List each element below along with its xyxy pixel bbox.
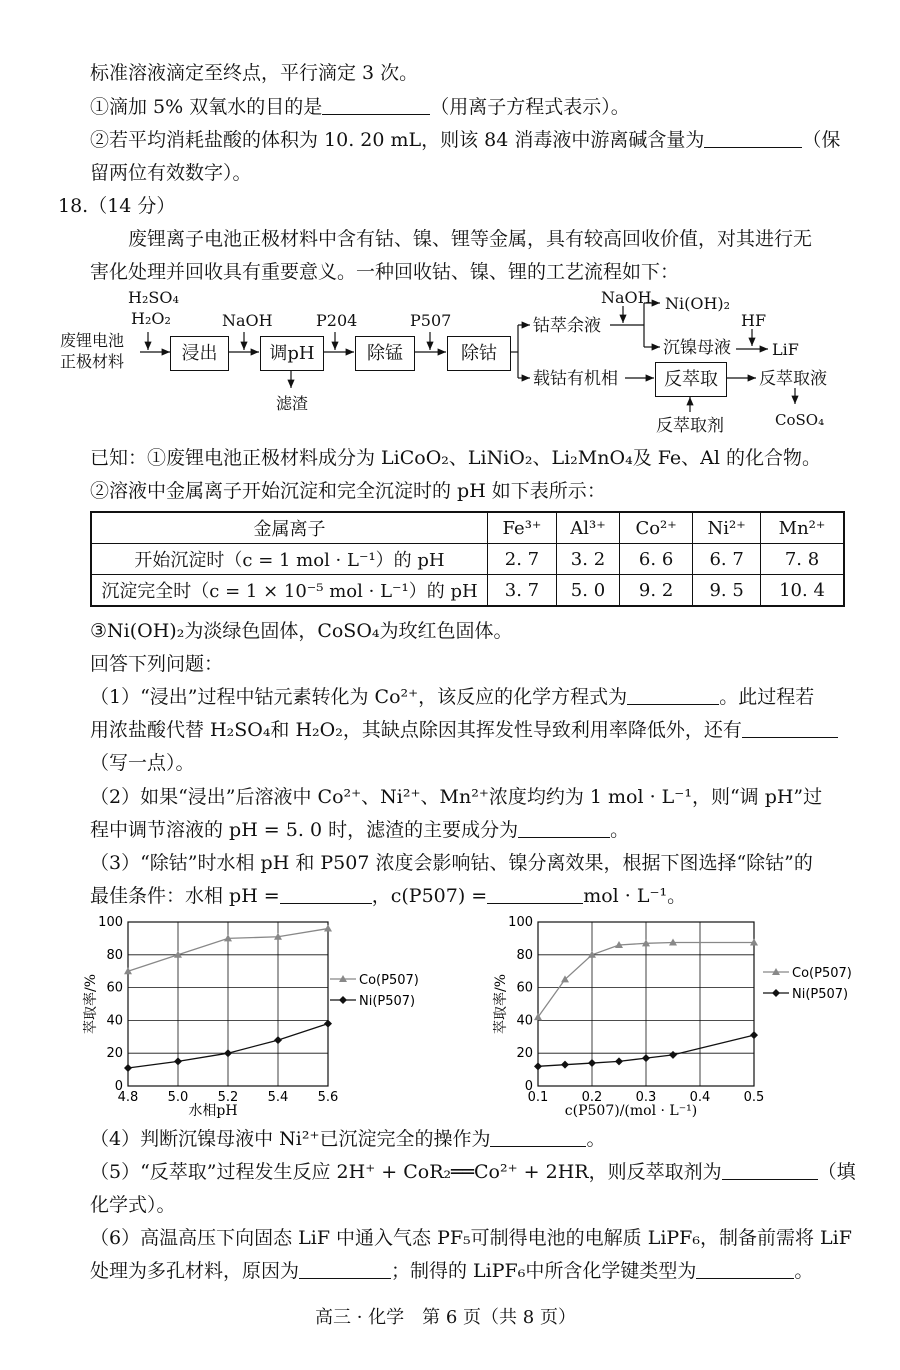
- strip-liquor-label: 反萃取液: [759, 369, 827, 389]
- table-cell: 9. 2: [620, 575, 693, 607]
- answer-blank[interactable]: [299, 1260, 391, 1279]
- y-tick-label: 60: [106, 980, 123, 996]
- text-line: ③Ni(OH)₂为淡绿色固体，CoSO₄为玫红色固体。: [90, 620, 513, 642]
- answer-blank[interactable]: [518, 819, 610, 838]
- table-header: 金属离子: [91, 512, 488, 544]
- x-tick-label: 0.2: [581, 1090, 603, 1105]
- data-point: [224, 1049, 232, 1057]
- y-tick-label: 80: [516, 947, 533, 963]
- answer-blank[interactable]: [742, 719, 838, 738]
- reagent-naoh: NaOH: [601, 288, 652, 307]
- text-span: ①滴加 5% 双氧水的目的是: [90, 96, 323, 118]
- y-tick-label: 20: [106, 1046, 123, 1062]
- table-cell: 沉淀完全时（c = 1 × 10⁻⁵ mol · L⁻¹）的 pH: [91, 575, 488, 607]
- x-tick-label: 5.6: [317, 1090, 339, 1105]
- y-tick-label: 0: [524, 1079, 533, 1094]
- data-point: [324, 1020, 332, 1028]
- x-tick-label: 0.5: [743, 1090, 765, 1105]
- text-span: （保: [802, 129, 841, 151]
- table-header: Fe³⁺: [488, 512, 557, 544]
- process-flow-diagram: [0, 0, 900, 440]
- text-span: 。此过程若: [719, 686, 815, 708]
- table-cell: 7. 8: [761, 544, 844, 575]
- table-cell: 3. 7: [488, 575, 557, 607]
- text-line: ②溶液中金属离子开始沉淀和完全沉淀时的 pH 如下表所示：: [90, 480, 606, 502]
- text-line: [90, 1159, 856, 1185]
- table-row: [91, 575, 844, 607]
- text-line: （3）“除钴”时水相 pH 和 P507 浓度会影响钴、镍分离效果，根据下图选择“除钴”的: [90, 852, 813, 874]
- table-header: Co²⁺: [620, 512, 693, 544]
- answer-blank[interactable]: [487, 885, 583, 904]
- text-line: 害化处理并回收具有重要意义。一种回收钴、镍、锂的工艺流程如下：: [90, 261, 680, 283]
- table-cell: 2. 7: [488, 544, 557, 575]
- x-tick-label: 5.4: [267, 1090, 289, 1105]
- chart-extraction-vs-p507: [465, 912, 885, 1122]
- text-line: [90, 717, 838, 743]
- text-line: [90, 883, 686, 909]
- x-tick-label: 5.2: [217, 1090, 239, 1105]
- data-point: [750, 1031, 758, 1039]
- y-tick-label: 100: [98, 915, 123, 930]
- process-box-strip: 反萃取: [655, 362, 727, 397]
- x-tick-label: 0.3: [635, 1090, 657, 1105]
- reagent-p204: P204: [316, 311, 358, 330]
- reagent-p507: P507: [410, 311, 452, 330]
- data-point: [561, 1061, 569, 1069]
- table-cell: 10. 4: [761, 575, 844, 607]
- data-point: [669, 1051, 677, 1059]
- table-cell: 9. 5: [693, 575, 761, 607]
- answer-blank[interactable]: [280, 885, 372, 904]
- table-header: Ni²⁺: [693, 512, 761, 544]
- legend-marker: [339, 996, 347, 1004]
- text-line: （6）高温高压下向固态 LiF 中通入气态 PF₅可制得电池的电解质 LiPF₆，制备前需将 LiF: [90, 1227, 852, 1249]
- process-box-leach: 浸出: [170, 336, 229, 371]
- y-tick-label: 20: [516, 1046, 533, 1062]
- feed-label: 正极材料: [60, 352, 125, 371]
- x-axis-label: c(P507)/(mol · L⁻¹): [564, 1103, 698, 1119]
- legend-label: Co(P507): [359, 973, 419, 988]
- text-line: [90, 817, 629, 843]
- y-tick-label: 40: [106, 1013, 123, 1029]
- page-footer: 高三 · 化学 第 6 页（共 8 页）: [315, 1307, 576, 1328]
- raffinate-label: 钴萃余液: [533, 316, 601, 336]
- text-span: 。: [794, 1260, 814, 1282]
- product-coso4: CoSO₄: [775, 411, 825, 429]
- text-span: （填: [817, 1161, 856, 1183]
- text-line: 标准溶液滴定至终点，平行滴定 3 次。: [90, 62, 419, 84]
- text-span: mol · L⁻¹。: [583, 885, 687, 907]
- table-header-row: [91, 512, 844, 544]
- data-point: [274, 1036, 282, 1044]
- table-header: Mn²⁺: [761, 512, 844, 544]
- product-lif: LiF: [772, 340, 799, 359]
- text-span: ，c(P507) =: [371, 885, 488, 907]
- answer-blank[interactable]: [722, 1161, 818, 1180]
- text-line: 留两位有效数字）。: [90, 162, 252, 184]
- process-box-remove-mn: 除锰: [355, 336, 415, 371]
- answer-blank[interactable]: [627, 686, 719, 705]
- y-tick-label: 100: [508, 915, 533, 930]
- legend-marker: [772, 989, 780, 997]
- text-line: 回答下列问题：: [90, 653, 224, 675]
- product-nioh2: Ni(OH)₂: [665, 294, 731, 313]
- loaded-organic-label: 载钴有机相: [533, 369, 618, 389]
- answer-blank[interactable]: [696, 1260, 794, 1279]
- table-cell: 开始沉淀时（c = 1 mol · L⁻¹）的 pH: [91, 544, 488, 575]
- text-span: ；制得的 LiPF₆中所含化学键类型为: [391, 1260, 697, 1282]
- data-point: [324, 925, 332, 932]
- reagent-hf: HF: [741, 311, 767, 330]
- y-axis-label: 萃取率/%: [493, 973, 509, 1035]
- y-tick-label: 60: [516, 980, 533, 996]
- process-box-adjust-ph: 调pH: [260, 336, 324, 371]
- text-line: [90, 1258, 813, 1284]
- mother-liquor-label: 沉镍母液: [663, 338, 731, 358]
- text-span: （4）判断沉镍母液中 Ni²⁺已沉淀完全的操作为: [90, 1128, 491, 1150]
- y-tick-label: 0: [114, 1079, 123, 1094]
- y-tick-label: 80: [106, 947, 123, 963]
- text-span: 程中调节溶液的 pH = 5. 0 时，滤渣的主要成分为: [90, 819, 519, 841]
- data-point: [124, 1064, 132, 1072]
- x-tick-label: 0.4: [689, 1090, 711, 1105]
- answer-blank[interactable]: [490, 1128, 586, 1147]
- question-number: 18.（14 分）: [58, 195, 176, 217]
- text-span: 最佳条件：水相 pH =: [90, 885, 280, 907]
- x-tick-label: 0.1: [527, 1090, 549, 1105]
- table-cell: 3. 2: [556, 544, 619, 575]
- reagent-naoh: NaOH: [222, 311, 273, 330]
- residue-label: 滤渣: [276, 394, 309, 413]
- text-span: （5）“反萃取”过程发生反应 2H⁺ + CoR₂══Co²⁺ + 2HR，则反萃取剂为: [90, 1161, 722, 1183]
- precipitation-ph-table: [90, 511, 845, 607]
- data-point: [588, 1059, 596, 1067]
- table-cell: 5. 0: [556, 575, 619, 607]
- text-span: 处理为多孔材料，原因为: [90, 1260, 300, 1282]
- text-line: [90, 1126, 606, 1152]
- x-axis-label: 水相pH: [188, 1103, 238, 1119]
- feed-label: 废锂电池: [60, 331, 125, 350]
- table-cell: 6. 6: [620, 544, 693, 575]
- legend-label: Co(P507): [792, 966, 852, 981]
- data-point: [642, 1054, 650, 1062]
- text-line: 废锂离子电池正极材料中含有钴、镍、锂等金属，具有较高回收价值，对其进行无: [128, 228, 813, 250]
- text-line: （写一点）。: [90, 752, 195, 774]
- reagent-h2so4: H₂SO₄: [128, 288, 179, 307]
- text-span: 。: [610, 819, 630, 841]
- table-cell: 6. 7: [693, 544, 761, 575]
- chart-extraction-vs-ph: [60, 912, 480, 1122]
- text-line: [90, 684, 814, 710]
- data-point: [174, 1057, 182, 1065]
- legend-label: Ni(P507): [359, 994, 416, 1009]
- text-span: （1）“浸出”过程中钴元素转化为 Co²⁺，该反应的化学方程式为: [90, 686, 628, 708]
- y-axis-label: 萃取率/%: [83, 973, 99, 1035]
- text-span: 。: [586, 1128, 606, 1150]
- text-line: （2）如果“浸出”后溶液中 Co²⁺、Ni²⁺、Mn²⁺浓度均约为 1 mol · L⁻¹，则“调 pH”过: [90, 786, 823, 808]
- strip-agent-label: 反萃取剂: [656, 416, 724, 436]
- data-point: [615, 1057, 623, 1065]
- text-line: 化学式）。: [90, 1194, 176, 1216]
- table-header: Al³⁺: [556, 512, 619, 544]
- text-span: ②若平均消耗盐酸的体积为 10. 20 mL，则该 84 消毒液中游离碱含量为: [90, 129, 705, 151]
- process-box-remove-co: 除钴: [447, 336, 511, 371]
- text-span: 用浓盐酸代替 H₂SO₄和 H₂O₂，其缺点除因其挥发性导致利用率降低外，还有: [90, 719, 742, 741]
- data-point: [534, 1062, 542, 1070]
- reagent-h2o2: H₂O₂: [131, 309, 171, 328]
- text-span: （用离子方程式表示）。: [430, 96, 630, 118]
- legend-label: Ni(P507): [792, 987, 849, 1002]
- text-line: 已知：①废锂电池正极材料成分为 LiCoO₂、LiNiO₂、Li₂MnO₄及 Fe、Al 的化合物。: [90, 447, 821, 469]
- y-tick-label: 40: [516, 1013, 533, 1029]
- x-tick-label: 4.8: [117, 1090, 139, 1105]
- table-row: [91, 544, 844, 575]
- x-tick-label: 5.0: [167, 1090, 189, 1105]
